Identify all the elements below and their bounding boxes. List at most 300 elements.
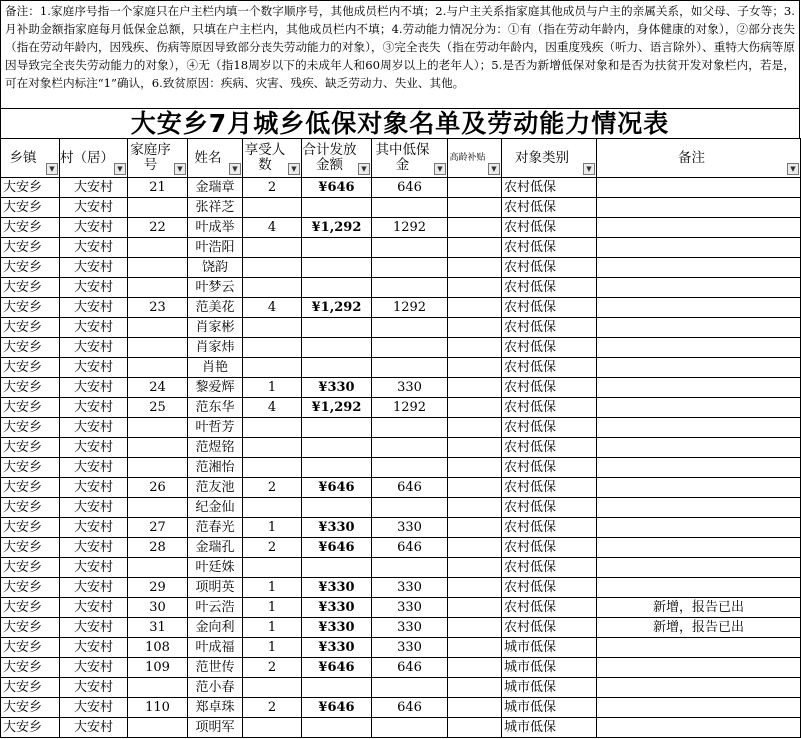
- persons-cell[interactable]: 4: [243, 398, 302, 418]
- elder-subsidy-cell[interactable]: [448, 238, 502, 258]
- total-amount-cell[interactable]: [302, 498, 372, 518]
- dibao-amount-cell[interactable]: 1292: [372, 218, 448, 238]
- township-cell[interactable]: 大安乡: [1, 198, 60, 218]
- elder-subsidy-cell[interactable]: [448, 638, 502, 658]
- township-cell[interactable]: 大安乡: [1, 698, 60, 718]
- recipient-table: [0, 138, 801, 738]
- dibao-amount-cell[interactable]: 1292: [372, 398, 448, 418]
- persons-cell[interactable]: [243, 718, 302, 738]
- remarks-cell[interactable]: [597, 638, 801, 658]
- name-cell[interactable]: 项明军: [188, 718, 243, 738]
- remarks-cell[interactable]: [597, 318, 801, 338]
- township-cell[interactable]: 大安乡: [1, 598, 60, 618]
- village-cell[interactable]: 大安村: [60, 658, 128, 678]
- family-no-cell[interactable]: [128, 278, 188, 298]
- dibao-amount-cell[interactable]: 646: [372, 698, 448, 718]
- remarks-cell[interactable]: [597, 498, 801, 518]
- total-amount-cell[interactable]: ¥1,292: [302, 398, 372, 418]
- remarks-cell[interactable]: [597, 438, 801, 458]
- total-amount-cell[interactable]: ¥330: [302, 578, 372, 598]
- township-cell[interactable]: 大安乡: [1, 638, 60, 658]
- name-cell[interactable]: 项明英: [188, 578, 243, 598]
- persons-cell[interactable]: 4: [243, 218, 302, 238]
- township-cell[interactable]: 大安乡: [1, 518, 60, 538]
- category-cell[interactable]: 农村低保: [502, 378, 597, 398]
- township-cell[interactable]: 大安乡: [1, 658, 60, 678]
- dropdown-filter-icon[interactable]: ▼: [174, 163, 186, 175]
- village-cell[interactable]: 大安村: [60, 358, 128, 378]
- name-cell[interactable]: 叶成福: [188, 638, 243, 658]
- dibao-amount-cell[interactable]: 330: [372, 518, 448, 538]
- name-cell[interactable]: 肖家彬: [188, 318, 243, 338]
- name-cell[interactable]: 张祥芝: [188, 198, 243, 218]
- family-no-cell[interactable]: 110: [128, 698, 188, 718]
- township-cell[interactable]: 大安乡: [1, 438, 60, 458]
- persons-cell[interactable]: [243, 318, 302, 338]
- category-cell[interactable]: 城市低保: [502, 638, 597, 658]
- township-cell[interactable]: 大安乡: [1, 218, 60, 238]
- village-cell[interactable]: 大安村: [60, 398, 128, 418]
- persons-cell[interactable]: 2: [243, 478, 302, 498]
- category-cell[interactable]: 农村低保: [502, 578, 597, 598]
- remarks-cell[interactable]: [597, 358, 801, 378]
- family-no-cell[interactable]: [128, 498, 188, 518]
- village-cell[interactable]: 大安村: [60, 638, 128, 658]
- total-amount-cell[interactable]: ¥330: [302, 618, 372, 638]
- total-amount-cell[interactable]: [302, 238, 372, 258]
- elder-subsidy-cell[interactable]: [448, 198, 502, 218]
- elder-subsidy-cell[interactable]: [448, 678, 502, 698]
- village-cell[interactable]: 大安村: [60, 418, 128, 438]
- category-cell[interactable]: 农村低保: [502, 618, 597, 638]
- family-no-cell[interactable]: 28: [128, 538, 188, 558]
- family-no-cell[interactable]: 109: [128, 658, 188, 678]
- township-cell[interactable]: 大安乡: [1, 578, 60, 598]
- total-amount-cell[interactable]: ¥646: [302, 698, 372, 718]
- township-cell[interactable]: 大安乡: [1, 418, 60, 438]
- village-cell[interactable]: 大安村: [60, 318, 128, 338]
- family-no-cell[interactable]: [128, 338, 188, 358]
- dropdown-filter-icon[interactable]: ▼: [229, 163, 241, 175]
- category-cell[interactable]: 农村低保: [502, 598, 597, 618]
- township-cell[interactable]: 大安乡: [1, 238, 60, 258]
- name-cell[interactable]: 黎爱辉: [188, 378, 243, 398]
- family-no-cell[interactable]: 108: [128, 638, 188, 658]
- dibao-amount-cell[interactable]: [372, 258, 448, 278]
- village-cell[interactable]: 大安村: [60, 258, 128, 278]
- village-cell[interactable]: 大安村: [60, 558, 128, 578]
- township-cell[interactable]: 大安乡: [1, 398, 60, 418]
- category-cell[interactable]: 农村低保: [502, 198, 597, 218]
- remarks-cell[interactable]: [597, 238, 801, 258]
- dropdown-filter-icon[interactable]: ▼: [787, 163, 799, 175]
- name-cell[interactable]: 纪金仙: [188, 498, 243, 518]
- total-amount-cell[interactable]: ¥1,292: [302, 298, 372, 318]
- dibao-amount-cell[interactable]: 330: [372, 378, 448, 398]
- name-cell[interactable]: 叶廷姝: [188, 558, 243, 578]
- persons-cell[interactable]: [243, 238, 302, 258]
- family-no-cell[interactable]: [128, 678, 188, 698]
- total-amount-cell[interactable]: [302, 358, 372, 378]
- elder-subsidy-cell[interactable]: [448, 378, 502, 398]
- elder-subsidy-cell[interactable]: [448, 298, 502, 318]
- family-no-cell[interactable]: 31: [128, 618, 188, 638]
- persons-cell[interactable]: [243, 338, 302, 358]
- category-cell[interactable]: 农村低保: [502, 178, 597, 198]
- name-cell[interactable]: 范美花: [188, 298, 243, 318]
- persons-cell[interactable]: [243, 258, 302, 278]
- family-no-cell[interactable]: 30: [128, 598, 188, 618]
- township-cell[interactable]: 大安乡: [1, 258, 60, 278]
- total-amount-cell[interactable]: [302, 258, 372, 278]
- family-no-cell[interactable]: [128, 438, 188, 458]
- dibao-amount-cell[interactable]: [372, 718, 448, 738]
- remarks-cell[interactable]: [597, 658, 801, 678]
- elder-subsidy-cell[interactable]: [448, 718, 502, 738]
- persons-cell[interactable]: [243, 678, 302, 698]
- persons-cell[interactable]: 2: [243, 178, 302, 198]
- family-no-cell[interactable]: [128, 558, 188, 578]
- total-amount-cell[interactable]: [302, 198, 372, 218]
- remarks-cell[interactable]: [597, 458, 801, 478]
- family-no-cell[interactable]: [128, 258, 188, 278]
- name-cell[interactable]: 金瑞孔: [188, 538, 243, 558]
- family-no-cell[interactable]: [128, 418, 188, 438]
- persons-cell[interactable]: 1: [243, 618, 302, 638]
- remarks-cell[interactable]: [597, 178, 801, 198]
- persons-cell[interactable]: 1: [243, 598, 302, 618]
- family-no-cell[interactable]: [128, 198, 188, 218]
- dibao-amount-cell[interactable]: [372, 338, 448, 358]
- total-amount-cell[interactable]: ¥330: [302, 598, 372, 618]
- total-amount-cell[interactable]: ¥330: [302, 638, 372, 658]
- header-name: [188, 139, 243, 178]
- category-cell[interactable]: 城市低保: [502, 718, 597, 738]
- total-amount-cell[interactable]: [302, 558, 372, 578]
- category-cell[interactable]: 农村低保: [502, 398, 597, 418]
- remarks-cell[interactable]: [597, 218, 801, 238]
- elder-subsidy-cell[interactable]: [448, 518, 502, 538]
- elder-subsidy-cell[interactable]: [448, 498, 502, 518]
- village-cell[interactable]: 大安村: [60, 438, 128, 458]
- header-total-amount: [302, 139, 372, 178]
- village-cell[interactable]: 大安村: [60, 718, 128, 738]
- elder-subsidy-cell[interactable]: [448, 178, 502, 198]
- category-cell[interactable]: 城市低保: [502, 698, 597, 718]
- total-amount-cell[interactable]: [302, 718, 372, 738]
- name-cell[interactable]: 范春光: [188, 518, 243, 538]
- elder-subsidy-cell[interactable]: [448, 258, 502, 278]
- remarks-cell[interactable]: [597, 338, 801, 358]
- village-cell[interactable]: 大安村: [60, 218, 128, 238]
- elder-subsidy-cell[interactable]: [448, 598, 502, 618]
- township-cell[interactable]: 大安乡: [1, 478, 60, 498]
- dropdown-filter-icon[interactable]: ▼: [46, 163, 58, 175]
- township-cell[interactable]: 大安乡: [1, 378, 60, 398]
- category-cell[interactable]: 城市低保: [502, 658, 597, 678]
- family-no-cell[interactable]: [128, 718, 188, 738]
- elder-subsidy-cell[interactable]: [448, 458, 502, 478]
- table-row: [1, 278, 801, 298]
- dibao-amount-cell[interactable]: 1292: [372, 298, 448, 318]
- header-label: 家庭序号: [130, 142, 171, 173]
- total-amount-cell[interactable]: ¥330: [302, 378, 372, 398]
- table-row: [1, 598, 801, 618]
- category-cell[interactable]: 农村低保: [502, 258, 597, 278]
- elder-subsidy-cell[interactable]: [448, 318, 502, 338]
- township-cell[interactable]: 大安乡: [1, 318, 60, 338]
- total-amount-cell[interactable]: [302, 438, 372, 458]
- persons-cell[interactable]: [243, 418, 302, 438]
- name-cell[interactable]: 叶浩阳: [188, 238, 243, 258]
- dibao-amount-cell[interactable]: 646: [372, 538, 448, 558]
- family-no-cell[interactable]: 26: [128, 478, 188, 498]
- township-cell[interactable]: 大安乡: [1, 338, 60, 358]
- category-cell[interactable]: 农村低保: [502, 498, 597, 518]
- remarks-cell[interactable]: [597, 558, 801, 578]
- name-cell[interactable]: 饶韵: [188, 258, 243, 278]
- remarks-cell[interactable]: [597, 298, 801, 318]
- township-cell[interactable]: 大安乡: [1, 618, 60, 638]
- category-cell[interactable]: 农村低保: [502, 438, 597, 458]
- family-no-cell[interactable]: [128, 358, 188, 378]
- name-cell[interactable]: 范东华: [188, 398, 243, 418]
- total-amount-cell[interactable]: [302, 278, 372, 298]
- total-amount-cell[interactable]: [302, 458, 372, 478]
- remarks-cell[interactable]: [597, 518, 801, 538]
- category-cell[interactable]: 农村低保: [502, 538, 597, 558]
- dropdown-filter-icon[interactable]: ▼: [358, 163, 370, 175]
- family-no-cell[interactable]: 25: [128, 398, 188, 418]
- township-cell[interactable]: 大安乡: [1, 358, 60, 378]
- dibao-amount-cell[interactable]: [372, 498, 448, 518]
- dibao-amount-cell[interactable]: 646: [372, 658, 448, 678]
- dibao-amount-cell[interactable]: [372, 558, 448, 578]
- elder-subsidy-cell[interactable]: [448, 538, 502, 558]
- category-cell[interactable]: 农村低保: [502, 558, 597, 578]
- persons-cell[interactable]: 2: [243, 658, 302, 678]
- dibao-amount-cell[interactable]: 330: [372, 598, 448, 618]
- village-cell[interactable]: 大安村: [60, 298, 128, 318]
- name-cell[interactable]: 金瑞章: [188, 178, 243, 198]
- family-no-cell[interactable]: 27: [128, 518, 188, 538]
- family-no-cell[interactable]: 29: [128, 578, 188, 598]
- name-cell[interactable]: 郑卓珠: [188, 698, 243, 718]
- elder-subsidy-cell[interactable]: [448, 338, 502, 358]
- township-cell[interactable]: 大安乡: [1, 458, 60, 478]
- table-row: [1, 418, 801, 438]
- family-no-cell[interactable]: 22: [128, 218, 188, 238]
- dibao-amount-cell[interactable]: [372, 238, 448, 258]
- village-cell[interactable]: 大安村: [60, 178, 128, 198]
- category-cell[interactable]: 农村低保: [502, 238, 597, 258]
- name-cell[interactable]: 范友池: [188, 478, 243, 498]
- township-cell[interactable]: 大安乡: [1, 558, 60, 578]
- persons-cell[interactable]: 2: [243, 538, 302, 558]
- family-no-cell[interactable]: 23: [128, 298, 188, 318]
- village-cell[interactable]: 大安村: [60, 678, 128, 698]
- persons-cell[interactable]: [243, 438, 302, 458]
- name-cell[interactable]: 叶哲芳: [188, 418, 243, 438]
- elder-subsidy-cell[interactable]: [448, 438, 502, 458]
- name-cell[interactable]: 范湘怡: [188, 458, 243, 478]
- elder-subsidy-cell[interactable]: [448, 278, 502, 298]
- total-amount-cell[interactable]: [302, 678, 372, 698]
- persons-cell[interactable]: [243, 358, 302, 378]
- village-cell[interactable]: 大安村: [60, 378, 128, 398]
- dropdown-filter-icon[interactable]: ▼: [114, 163, 126, 175]
- township-cell[interactable]: 大安乡: [1, 498, 60, 518]
- dropdown-filter-icon[interactable]: ▼: [434, 163, 446, 175]
- total-amount-cell[interactable]: ¥646: [302, 658, 372, 678]
- village-cell[interactable]: 大安村: [60, 238, 128, 258]
- category-cell[interactable]: 农村低保: [502, 358, 597, 378]
- remarks-cell[interactable]: [597, 378, 801, 398]
- elder-subsidy-cell[interactable]: [448, 618, 502, 638]
- dibao-amount-cell[interactable]: [372, 418, 448, 438]
- name-cell[interactable]: 肖家炜: [188, 338, 243, 358]
- dropdown-filter-icon[interactable]: ▼: [488, 163, 500, 175]
- elder-subsidy-cell[interactable]: [448, 658, 502, 678]
- dibao-amount-cell[interactable]: 646: [372, 178, 448, 198]
- total-amount-cell[interactable]: [302, 338, 372, 358]
- remarks-cell[interactable]: 新增，报告已出: [597, 598, 801, 618]
- remarks-cell[interactable]: [597, 678, 801, 698]
- name-cell[interactable]: 叶梦云: [188, 278, 243, 298]
- family-no-cell[interactable]: [128, 238, 188, 258]
- remarks-cell[interactable]: [597, 198, 801, 218]
- township-cell[interactable]: 大安乡: [1, 178, 60, 198]
- dibao-amount-cell[interactable]: [372, 458, 448, 478]
- dropdown-filter-icon[interactable]: ▼: [288, 163, 300, 175]
- name-cell[interactable]: 金向利: [188, 618, 243, 638]
- total-amount-cell[interactable]: ¥646: [302, 538, 372, 558]
- township-cell[interactable]: 大安乡: [1, 718, 60, 738]
- township-cell[interactable]: 大安乡: [1, 298, 60, 318]
- total-amount-cell[interactable]: ¥646: [302, 478, 372, 498]
- name-cell[interactable]: 肖艳: [188, 358, 243, 378]
- persons-cell[interactable]: 1: [243, 638, 302, 658]
- persons-cell[interactable]: [243, 198, 302, 218]
- persons-cell[interactable]: 4: [243, 298, 302, 318]
- category-cell[interactable]: 农村低保: [502, 318, 597, 338]
- dibao-amount-cell[interactable]: [372, 438, 448, 458]
- dibao-amount-cell[interactable]: 646: [372, 478, 448, 498]
- elder-subsidy-cell[interactable]: [448, 698, 502, 718]
- township-cell[interactable]: 大安乡: [1, 278, 60, 298]
- dibao-amount-cell[interactable]: [372, 278, 448, 298]
- family-no-cell[interactable]: 21: [128, 178, 188, 198]
- persons-cell[interactable]: [243, 278, 302, 298]
- category-cell[interactable]: 农村低保: [502, 218, 597, 238]
- persons-cell[interactable]: [243, 558, 302, 578]
- dibao-amount-cell[interactable]: [372, 198, 448, 218]
- total-amount-cell[interactable]: ¥646: [302, 178, 372, 198]
- name-cell[interactable]: 范小春: [188, 678, 243, 698]
- total-amount-cell[interactable]: ¥1,292: [302, 218, 372, 238]
- village-cell[interactable]: 大安村: [60, 338, 128, 358]
- dibao-amount-cell[interactable]: 330: [372, 578, 448, 598]
- village-cell[interactable]: 大安村: [60, 598, 128, 618]
- village-cell[interactable]: 大安村: [60, 698, 128, 718]
- header-label: 姓名: [194, 149, 222, 166]
- village-cell[interactable]: 大安村: [60, 458, 128, 478]
- family-no-cell[interactable]: 24: [128, 378, 188, 398]
- remarks-cell[interactable]: [597, 718, 801, 738]
- remarks-cell[interactable]: [597, 538, 801, 558]
- category-cell[interactable]: 农村低保: [502, 298, 597, 318]
- village-cell[interactable]: 大安村: [60, 538, 128, 558]
- persons-cell[interactable]: 1: [243, 578, 302, 598]
- category-cell[interactable]: 城市低保: [502, 678, 597, 698]
- remarks-cell[interactable]: [597, 478, 801, 498]
- village-cell[interactable]: 大安村: [60, 498, 128, 518]
- dropdown-filter-icon[interactable]: ▼: [583, 163, 595, 175]
- persons-cell[interactable]: [243, 458, 302, 478]
- remarks-cell[interactable]: [597, 278, 801, 298]
- total-amount-cell[interactable]: ¥330: [302, 518, 372, 538]
- township-cell[interactable]: 大安乡: [1, 678, 60, 698]
- elder-subsidy-cell[interactable]: [448, 218, 502, 238]
- elder-subsidy-cell[interactable]: [448, 358, 502, 378]
- category-cell[interactable]: 农村低保: [502, 478, 597, 498]
- dibao-amount-cell[interactable]: [372, 678, 448, 698]
- persons-cell[interactable]: 1: [243, 518, 302, 538]
- dibao-amount-cell[interactable]: [372, 358, 448, 378]
- category-cell[interactable]: 农村低保: [502, 418, 597, 438]
- total-amount-cell[interactable]: [302, 418, 372, 438]
- family-no-cell[interactable]: [128, 318, 188, 338]
- township-cell[interactable]: 大安乡: [1, 538, 60, 558]
- persons-cell[interactable]: [243, 498, 302, 518]
- name-cell[interactable]: 范世传: [188, 658, 243, 678]
- dibao-amount-cell[interactable]: 330: [372, 618, 448, 638]
- remarks-cell[interactable]: [597, 578, 801, 598]
- name-cell[interactable]: 叶成举: [188, 218, 243, 238]
- category-cell[interactable]: 农村低保: [502, 338, 597, 358]
- remarks-cell[interactable]: [597, 698, 801, 718]
- village-cell[interactable]: 大安村: [60, 518, 128, 538]
- dibao-amount-cell[interactable]: 330: [372, 638, 448, 658]
- persons-cell[interactable]: 1: [243, 378, 302, 398]
- dibao-amount-cell[interactable]: [372, 318, 448, 338]
- elder-subsidy-cell[interactable]: [448, 418, 502, 438]
- village-cell[interactable]: 大安村: [60, 278, 128, 298]
- category-cell[interactable]: 农村低保: [502, 278, 597, 298]
- remarks-cell[interactable]: [597, 418, 801, 438]
- table-row: [1, 458, 801, 478]
- elder-subsidy-cell[interactable]: [448, 578, 502, 598]
- total-amount-cell[interactable]: [302, 318, 372, 338]
- remarks-cell[interactable]: [597, 398, 801, 418]
- name-cell[interactable]: 叶云浩: [188, 598, 243, 618]
- remarks-cell[interactable]: 新增，报告已出: [597, 618, 801, 638]
- village-cell[interactable]: 大安村: [60, 578, 128, 598]
- elder-subsidy-cell[interactable]: [448, 478, 502, 498]
- village-cell[interactable]: 大安村: [60, 198, 128, 218]
- elder-subsidy-cell[interactable]: [448, 398, 502, 418]
- persons-cell[interactable]: 2: [243, 698, 302, 718]
- village-cell[interactable]: 大安村: [60, 478, 128, 498]
- category-cell[interactable]: 农村低保: [502, 458, 597, 478]
- elder-subsidy-cell[interactable]: [448, 558, 502, 578]
- name-cell[interactable]: 范煜铭: [188, 438, 243, 458]
- table-row: [1, 678, 801, 698]
- village-cell[interactable]: 大安村: [60, 618, 128, 638]
- category-cell[interactable]: 农村低保: [502, 518, 597, 538]
- family-no-cell[interactable]: [128, 458, 188, 478]
- remarks-cell[interactable]: [597, 258, 801, 278]
